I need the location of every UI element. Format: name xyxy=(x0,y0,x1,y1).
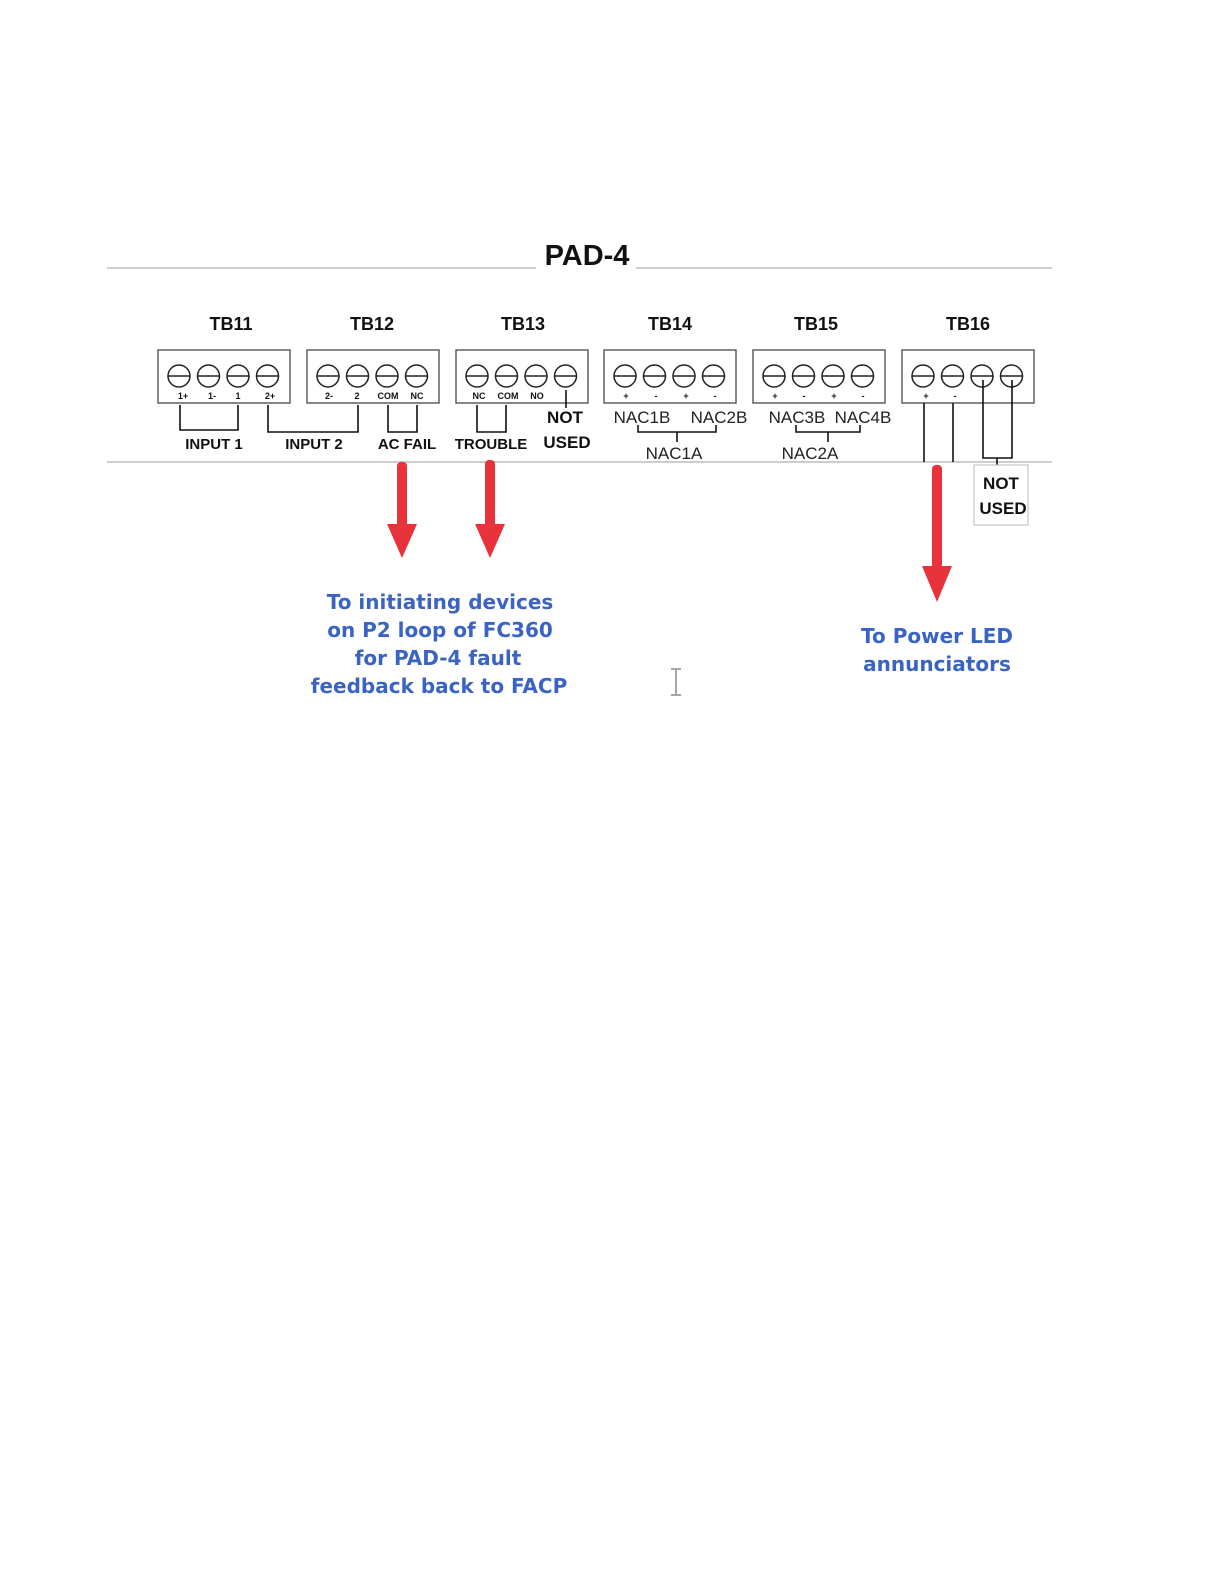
ac-fail-bracket xyxy=(388,405,417,432)
arrows xyxy=(387,460,952,602)
pin-label: - xyxy=(654,391,658,401)
pin-label: NC xyxy=(472,391,486,401)
tb15-name: TB15 xyxy=(793,314,839,334)
input1-label: INPUT 1 xyxy=(185,436,243,453)
pin-label: + xyxy=(623,391,629,401)
arrow-head xyxy=(387,524,417,558)
pin-label: NO xyxy=(530,391,544,401)
tb11-name: TB11 xyxy=(209,314,253,334)
arrow-ac-fail xyxy=(387,462,417,558)
trouble-bracket xyxy=(477,405,506,432)
pin-label: - xyxy=(713,391,717,401)
arrow-shaft xyxy=(397,462,407,528)
input2-bracket xyxy=(268,405,358,432)
nac4b-label: NAC4B xyxy=(834,408,892,427)
pin-label: COM xyxy=(497,391,519,401)
annotation-line: To Power LED xyxy=(861,624,1013,648)
pin-label: COM xyxy=(377,391,399,401)
arrow-head xyxy=(475,524,505,558)
annotation-line: for PAD-4 fault xyxy=(354,646,522,670)
pin-label: - xyxy=(802,391,806,401)
pin-label: + xyxy=(831,391,837,401)
arrow-shaft xyxy=(932,465,942,569)
pin-label: 2 xyxy=(354,391,360,401)
pin-label: 2- xyxy=(324,391,334,401)
annotation-line: feedback back to FACP xyxy=(310,674,568,698)
tb16-used-label: USED xyxy=(979,499,1027,518)
arrow-shaft xyxy=(485,460,495,528)
pin-label: + xyxy=(772,391,778,401)
tb12-name: TB12 xyxy=(349,314,395,334)
nac2a-label: NAC2A xyxy=(781,444,839,463)
pin-label: NC xyxy=(410,391,424,401)
nac1b-label: NAC1B xyxy=(613,408,671,427)
annotation-initiating xyxy=(311,590,567,698)
input1-bracket xyxy=(180,405,238,430)
annotation-power-led xyxy=(861,624,1013,676)
diagram-title: PAD-4 xyxy=(544,240,630,272)
tb13-not-label: NOT xyxy=(547,408,583,427)
annotation-line: To initiating devices xyxy=(326,590,554,614)
text-cursor-icon xyxy=(671,669,681,695)
input2-label: INPUT 2 xyxy=(285,436,343,453)
terminal-block-tb16 xyxy=(902,350,1034,403)
nac3b-label: NAC3B xyxy=(768,408,826,427)
nac2b-label: NAC2B xyxy=(690,408,748,427)
arrow-head xyxy=(922,566,952,602)
nac-labels xyxy=(614,408,892,463)
pin-label: - xyxy=(953,391,957,401)
pin-label: 1 xyxy=(235,391,241,401)
pin-label: + xyxy=(683,391,689,401)
pin-label: 1+ xyxy=(177,391,189,401)
annotation-line: annunciators xyxy=(863,652,1011,676)
tb14-name: TB14 xyxy=(647,314,693,334)
pin-label: + xyxy=(923,391,929,401)
arrow-power-led xyxy=(922,465,952,602)
ac-fail-label: AC FAIL xyxy=(377,436,437,453)
tb16-name: TB16 xyxy=(945,314,991,334)
pin-label: - xyxy=(861,391,865,401)
pin-label: 2+ xyxy=(264,391,276,401)
annotation-line: on P2 loop of FC360 xyxy=(327,618,553,642)
tb13-name: TB13 xyxy=(500,314,546,334)
pin-label: 1- xyxy=(207,391,217,401)
nac1a-label: NAC1A xyxy=(645,444,703,463)
tb13-used-label: USED xyxy=(543,433,591,452)
terminal-blocks xyxy=(158,350,1034,403)
trouble-label: TROUBLE xyxy=(454,436,528,453)
tb16-not-label: NOT xyxy=(983,474,1019,493)
arrow-trouble xyxy=(475,460,505,558)
